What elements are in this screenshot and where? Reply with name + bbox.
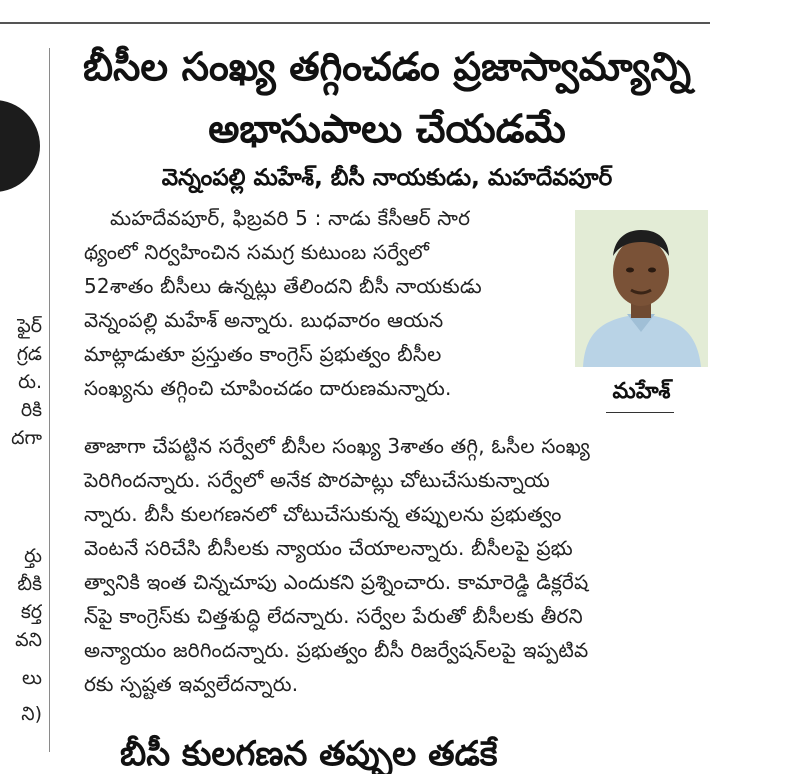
column-divider (49, 48, 50, 752)
body-line: న్‌పై కాంగ్రెస్‌కు చిత్తశుద్ధి లేదన్నారు. సర్వేల పేరుతో బీసీలకు తీరని (84, 604, 583, 628)
left-fragment-line: లు (21, 667, 42, 689)
body-line: 52శాతం బీసీలు ఉన్నట్లు తేలిందని బీసీ నాయకుడు (84, 274, 482, 298)
left-fragment-line: దగా (11, 427, 42, 449)
body-line: రకు స్పష్టత ఇవ్వలేదన్నారు. (84, 672, 299, 696)
body-line: సంఖ్యను తగ్గించి చూపించడం దారుణమన్నారు. (84, 376, 452, 400)
left-fragment-line: బీకి (17, 573, 42, 595)
body-line: మహదేవపూర్, ఫిబ్రవరి 5 : నాడు కేసీఆర్ సార (110, 206, 471, 230)
next-headline-text: బీసీ కులగణన తప్పుల తడకే (120, 734, 498, 774)
left-fragment-line: గ్రడ (16, 343, 42, 365)
headline-line-1: బీసీల సంఖ్య తగ్గించడం ప్రజాస్వామ్యాన్ని (82, 45, 692, 90)
left-photo-fragment (0, 100, 40, 192)
photo-caption: మహేశ్ (612, 379, 671, 404)
top-rule (0, 22, 710, 24)
author-photo (575, 210, 708, 367)
body-line: థ్యంలో నిర్వహించిన సమగ్ర కుటుంబ సర్వేలో (84, 240, 430, 264)
body-line: అన్యాయం జరిగిందన్నారు. ప్రభుత్వం బీసీ రిజర్వేషన్‌లపై ఇప్పటివ (84, 638, 589, 662)
left-fragment-line: ని) (21, 703, 42, 725)
body-line: వెన్నంపల్లి మహేశ్ అన్నారు. బుధవారం ఆయన (84, 308, 444, 332)
body-line: న్నారు. బీసీ కులగణనలో చోటుచేసుకున్న తప్పులను ప్రభుత్వం (84, 502, 562, 526)
left-fragment-line: కర్త (20, 601, 42, 623)
left-fragment-line: వని (15, 629, 42, 651)
headline-line-2: అభాసుపాలు చేయడమే (208, 107, 566, 152)
left-fragment-line: ర్తు (24, 545, 42, 567)
caption-underline (606, 412, 674, 413)
next-headline-fragment (120, 734, 680, 774)
left-column-clipped (0, 0, 46, 752)
body-line: పెరిగిందన్నారు. సర్వేలో అనేక పొరపాట్లు చోటుచేసుకున్నాయ (84, 468, 550, 492)
body-line: వెంటనే సరిచేసి బీసీలకు న్యాయం చేయాలన్నారు. బీసీలపై ప్రభు (84, 536, 573, 560)
body-line: త్వానికి ఇంత చిన్నచూపు ఎందుకని ప్రశ్నించారు. కామారెడ్డి డిక్లరేష (84, 570, 589, 594)
person-portrait-icon (575, 210, 708, 367)
byline: వెన్నంపల్లి మహేశ్, బీసీ నాయకుడు, మహదేవపూర్ (161, 165, 613, 191)
body-line: తాజాగా చేపట్టిన సర్వేలో బీసీల సంఖ్య 3శాతం తగ్గి, ఓసీల సంఖ్య (84, 434, 590, 458)
left-fragment-line: రు. (18, 371, 42, 393)
left-fragment-line: ఫైర్ (17, 315, 42, 337)
left-fragment-line: రికి (20, 399, 42, 421)
body-line: మాట్లాడుతూ ప్రస్తుతం కాంగ్రెస్ ప్రభుత్వం బీసీల (84, 342, 442, 366)
